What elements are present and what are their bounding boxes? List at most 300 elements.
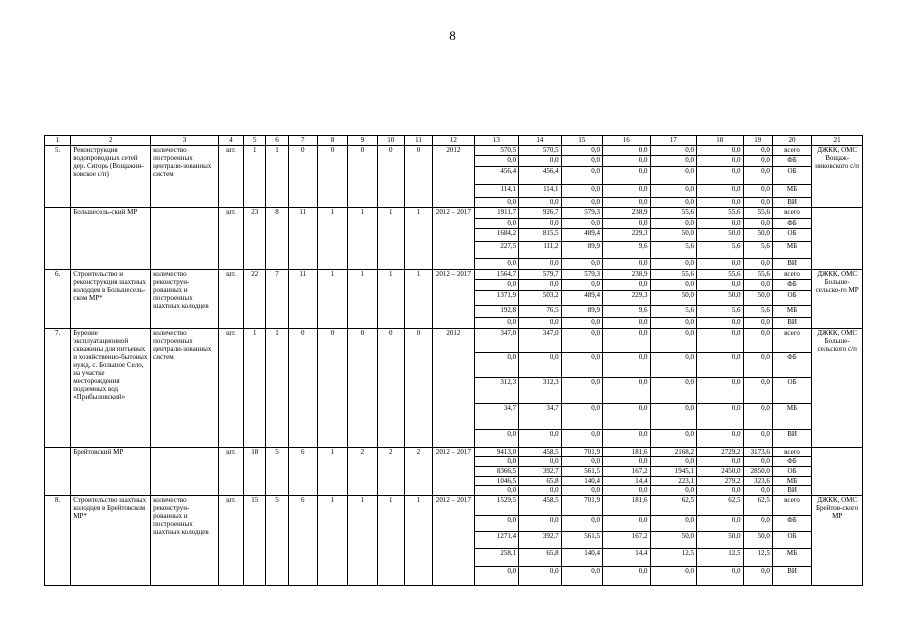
header-cell: 4 xyxy=(218,136,243,146)
amount-cell: 181,6 xyxy=(603,447,651,457)
amount-cell: 9413,0 xyxy=(474,447,518,457)
measure-name: Брейтовский МР xyxy=(71,447,151,495)
header-cell: 11 xyxy=(404,136,432,146)
amount-cell: 1271,4 xyxy=(474,531,518,548)
funding-source: МБ xyxy=(772,305,811,318)
funding-source: всего xyxy=(772,208,811,219)
amount-cell: 0,0 xyxy=(561,166,602,184)
total-count: 1 xyxy=(244,329,266,448)
amount-cell: 0,0 xyxy=(743,318,772,329)
funding-source: МБ xyxy=(772,242,811,259)
amount-cell: 0,0 xyxy=(697,486,744,496)
amount-cell: 50,0 xyxy=(743,229,772,242)
header-cell: 19 xyxy=(743,136,772,146)
funding-source: всего xyxy=(772,269,811,280)
amount-cell: 312,3 xyxy=(519,377,561,404)
amount-cell: 5,6 xyxy=(650,305,697,318)
table-row xyxy=(45,329,863,353)
amount-cell: 0,0 xyxy=(697,377,744,404)
amount-cell: 62,5 xyxy=(650,495,697,515)
amount-cell: 5,6 xyxy=(743,305,772,318)
funding-source: МБ xyxy=(772,476,811,486)
unit-cell: шт. xyxy=(218,145,243,208)
amount-cell: 456,4 xyxy=(474,166,518,184)
amount-cell: 0,0 xyxy=(697,318,744,329)
amount-cell: 347,0 xyxy=(519,329,561,353)
amount-cell: 1911,7 xyxy=(474,208,518,219)
amount-cell: 2168,2 xyxy=(650,447,697,457)
amount-cell: 0,0 xyxy=(650,404,697,429)
header-cell: 15 xyxy=(561,136,602,146)
amount-cell: 5,6 xyxy=(650,242,697,259)
amount-cell: 140,4 xyxy=(561,548,602,566)
header-cell: 13 xyxy=(474,136,518,146)
amount-cell: 0,0 xyxy=(650,280,697,291)
header-row xyxy=(45,136,863,146)
amount-cell: 1945,1 xyxy=(650,467,697,477)
row-number xyxy=(45,208,71,270)
amount-cell: 0,0 xyxy=(650,515,697,531)
amount-cell: 0,0 xyxy=(743,197,772,208)
amount-cell: 0,0 xyxy=(743,377,772,404)
amount-cell: 279,2 xyxy=(697,476,744,486)
count-2015: 1 xyxy=(348,495,377,585)
header-cell: 2 xyxy=(71,136,151,146)
amount-cell: 229,3 xyxy=(603,290,651,305)
amount-cell: 0,0 xyxy=(474,218,518,229)
amount-cell: 2850,0 xyxy=(743,467,772,477)
amount-cell: 392,7 xyxy=(519,467,561,477)
amount-cell: 0,0 xyxy=(474,353,518,377)
amount-cell: 1684,2 xyxy=(474,229,518,242)
amount-cell: 0,0 xyxy=(650,486,697,496)
amount-cell: 561,5 xyxy=(561,531,602,548)
table-row xyxy=(45,208,863,219)
amount-cell: 0,0 xyxy=(650,156,697,167)
amount-cell: 0,0 xyxy=(603,329,651,353)
period-cell: 2012 xyxy=(433,329,474,448)
amount-cell: 192,8 xyxy=(474,305,518,318)
total-count: 23 xyxy=(244,208,266,270)
amount-cell: 1046,5 xyxy=(474,476,518,486)
count-2014: 1 xyxy=(317,447,347,495)
amount-cell: 0,0 xyxy=(603,377,651,404)
amount-cell: 0,0 xyxy=(650,259,697,270)
amount-cell: 0,0 xyxy=(603,145,651,156)
amount-cell: 0,0 xyxy=(603,353,651,377)
count-2013: 0 xyxy=(288,145,317,208)
amount-cell: 0,0 xyxy=(697,429,744,447)
measure-name: Реконструкция водопроводных сетей дер. Сигорь (Вощажни-ковское с/п) xyxy=(71,145,151,208)
count-2013: 11 xyxy=(288,208,317,270)
amount-cell: 50,0 xyxy=(697,290,744,305)
row-number xyxy=(45,447,71,495)
amount-cell: 323,6 xyxy=(743,476,772,486)
amount-cell: 0,0 xyxy=(650,184,697,197)
amount-cell: 0,0 xyxy=(474,259,518,270)
amount-cell: 14,4 xyxy=(603,548,651,566)
funding-source: ВИ xyxy=(772,197,811,208)
amount-cell: 62,5 xyxy=(697,495,744,515)
amount-cell: 456,4 xyxy=(519,166,561,184)
amount-cell: 0,0 xyxy=(650,218,697,229)
amount-cell: 0,0 xyxy=(697,166,744,184)
amount-cell: 1371,9 xyxy=(474,290,518,305)
program-table xyxy=(44,135,863,586)
count-2017: 1 xyxy=(404,495,432,585)
amount-cell: 2729,2 xyxy=(697,447,744,457)
funding-source: ФБ xyxy=(772,515,811,531)
amount-cell: 0,0 xyxy=(519,486,561,496)
amount-cell: 0,0 xyxy=(561,429,602,447)
amount-cell: 0,0 xyxy=(743,145,772,156)
amount-cell: 238,9 xyxy=(603,208,651,219)
amount-cell: 0,0 xyxy=(561,156,602,167)
amount-cell: 50,0 xyxy=(697,531,744,548)
indicator-name: количество реконструи-рованных и построенных шахтных колодцев xyxy=(151,495,219,585)
amount-cell: 701,9 xyxy=(561,447,602,457)
indicator-name: количество построенных централи-зованных систем xyxy=(151,329,219,448)
amount-cell: 258,1 xyxy=(474,548,518,566)
total-count: 22 xyxy=(244,269,266,328)
amount-cell: 0,0 xyxy=(743,457,772,467)
amount-cell: 0,0 xyxy=(561,457,602,467)
unit-cell: шт. xyxy=(218,269,243,328)
count-2012: 5 xyxy=(266,495,288,585)
period-cell: 2012 – 2017 xyxy=(433,208,474,270)
amount-cell: 55,6 xyxy=(743,208,772,219)
amount-cell: 50,0 xyxy=(650,290,697,305)
indicator-name: количество построенных централи-зованных систем xyxy=(151,145,219,208)
amount-cell: 167,2 xyxy=(603,467,651,477)
header-cell: 16 xyxy=(603,136,651,146)
amount-cell: 76,5 xyxy=(519,305,561,318)
amount-cell: 0,0 xyxy=(697,156,744,167)
funding-source: всего xyxy=(772,329,811,353)
amount-cell: 570,5 xyxy=(519,145,561,156)
funding-source: всего xyxy=(772,495,811,515)
amount-cell: 0,0 xyxy=(697,145,744,156)
executor-cell: ДЖКК, ОМС Брейтов-ского МР xyxy=(812,495,863,585)
amount-cell: 0,0 xyxy=(603,404,651,429)
count-2016: 1 xyxy=(377,269,404,328)
row-number: 6. xyxy=(45,269,71,328)
amount-cell: 5,6 xyxy=(697,242,744,259)
count-2012: 8 xyxy=(266,208,288,270)
amount-cell: 458,5 xyxy=(519,495,561,515)
count-2017: 0 xyxy=(404,145,432,208)
funding-source: ВИ xyxy=(772,486,811,496)
amount-cell: 229,3 xyxy=(603,229,651,242)
amount-cell: 0,0 xyxy=(743,218,772,229)
unit-cell: шт. xyxy=(218,447,243,495)
amount-cell: 89,9 xyxy=(561,305,602,318)
row-number: 7. xyxy=(45,329,71,448)
count-2016: 1 xyxy=(377,495,404,585)
amount-cell: 5,6 xyxy=(697,305,744,318)
amount-cell: 561,5 xyxy=(561,467,602,477)
amount-cell: 34,7 xyxy=(519,404,561,429)
amount-cell: 0,0 xyxy=(697,353,744,377)
amount-cell: 0,0 xyxy=(561,515,602,531)
amount-cell: 0,0 xyxy=(603,486,651,496)
amount-cell: 0,0 xyxy=(650,429,697,447)
amount-cell: 0,0 xyxy=(603,429,651,447)
amount-cell: 0,0 xyxy=(474,280,518,291)
amount-cell: 14,4 xyxy=(603,476,651,486)
header-cell: 3 xyxy=(151,136,219,146)
amount-cell: 0,0 xyxy=(697,515,744,531)
header-cell: 9 xyxy=(348,136,377,146)
count-2016: 0 xyxy=(377,329,404,448)
amount-cell: 12,5 xyxy=(697,548,744,566)
amount-cell: 167,2 xyxy=(603,531,651,548)
funding-source: ФБ xyxy=(772,156,811,167)
amount-cell: 0,0 xyxy=(603,184,651,197)
funding-source: всего xyxy=(772,145,811,156)
indicator-name xyxy=(151,447,219,495)
amount-cell: 0,0 xyxy=(650,377,697,404)
table-row xyxy=(45,145,863,156)
measure-name: Строительство шахтных колодцев в Брейтовском МР* xyxy=(71,495,151,585)
amount-cell: 12,5 xyxy=(650,548,697,566)
amount-cell: 312,3 xyxy=(474,377,518,404)
unit-cell: шт. xyxy=(218,329,243,448)
amount-cell: 0,0 xyxy=(743,353,772,377)
amount-cell: 0,0 xyxy=(603,515,651,531)
amount-cell: 50,0 xyxy=(697,229,744,242)
amount-cell: 65,8 xyxy=(519,476,561,486)
amount-cell: 62,5 xyxy=(743,495,772,515)
header-cell: 5 xyxy=(244,136,266,146)
count-2014: 1 xyxy=(317,495,347,585)
amount-cell: 0,0 xyxy=(743,259,772,270)
amount-cell: 55,6 xyxy=(650,269,697,280)
amount-cell: 0,0 xyxy=(743,486,772,496)
amount-cell: 0,0 xyxy=(561,404,602,429)
measure-name: Бурение эксплуатационной скважины для питьевых и хозяйственно-бытовых нужд, с. Большое Село, на участке месторождения подземных вод «Прибыловский» xyxy=(71,329,151,448)
amount-cell: 570,5 xyxy=(474,145,518,156)
amount-cell: 0,0 xyxy=(603,156,651,167)
period-cell: 2012 xyxy=(433,145,474,208)
funding-source: ВИ xyxy=(772,259,811,270)
header-cell: 14 xyxy=(519,136,561,146)
amount-cell: 0,0 xyxy=(650,457,697,467)
header-cell: 1 xyxy=(45,136,71,146)
amount-cell: 0,0 xyxy=(650,318,697,329)
funding-source: ОБ xyxy=(772,531,811,548)
amount-cell: 0,0 xyxy=(474,156,518,167)
indicator-name: количество реконструи-рованных и построенных шахтных колодцев xyxy=(151,269,219,328)
amount-cell: 0,0 xyxy=(474,197,518,208)
funding-source: ОБ xyxy=(772,229,811,242)
row-number: 8. xyxy=(45,495,71,585)
period-cell: 2012 – 2017 xyxy=(433,269,474,328)
funding-source: ОБ xyxy=(772,377,811,404)
unit-cell: шт. xyxy=(218,495,243,585)
total-count: 1 xyxy=(244,145,266,208)
amount-cell: 0,0 xyxy=(743,329,772,353)
count-2012: 5 xyxy=(266,447,288,495)
amount-cell: 0,0 xyxy=(603,197,651,208)
count-2017: 0 xyxy=(404,329,432,448)
count-2016: 1 xyxy=(377,208,404,270)
funding-source: ОБ xyxy=(772,166,811,184)
amount-cell: 65,8 xyxy=(519,548,561,566)
amount-cell: 0,0 xyxy=(561,280,602,291)
row-number: 5. xyxy=(45,145,71,208)
amount-cell: 50,0 xyxy=(650,531,697,548)
amount-cell: 114,1 xyxy=(474,184,518,197)
funding-source: ВИ xyxy=(772,318,811,329)
funding-source: ВИ xyxy=(772,566,811,585)
funding-source: ОБ xyxy=(772,467,811,477)
amount-cell: 0,0 xyxy=(743,156,772,167)
count-2013: 0 xyxy=(288,329,317,448)
amount-cell: 55,6 xyxy=(743,269,772,280)
funding-source: ФБ xyxy=(772,457,811,467)
count-2017: 1 xyxy=(404,208,432,270)
count-2015: 0 xyxy=(348,329,377,448)
amount-cell: 0,0 xyxy=(650,166,697,184)
amount-cell: 0,0 xyxy=(519,429,561,447)
total-count: 15 xyxy=(244,495,266,585)
amount-cell: 111,2 xyxy=(519,242,561,259)
executor-cell xyxy=(812,208,863,270)
amount-cell: 9,6 xyxy=(603,305,651,318)
executor-cell: ДЖКК, ОМС Вощаж-никовского с/п xyxy=(812,145,863,208)
amount-cell: 701,9 xyxy=(561,495,602,515)
amount-cell: 0,0 xyxy=(697,404,744,429)
amount-cell: 0,0 xyxy=(561,566,602,585)
amount-cell: 3173,6 xyxy=(743,447,772,457)
amount-cell: 0,0 xyxy=(519,259,561,270)
measure-name: Строительство и реконструкция шахтных колодцев в Большесель-ском МР* xyxy=(71,269,151,328)
header-cell: 18 xyxy=(697,136,744,146)
amount-cell: 0,0 xyxy=(603,218,651,229)
amount-cell: 0,0 xyxy=(743,184,772,197)
measure-name: Большесель-ский МР xyxy=(71,208,151,270)
count-2013: 6 xyxy=(288,447,317,495)
amount-cell: 0,0 xyxy=(603,280,651,291)
amount-cell: 489,4 xyxy=(561,229,602,242)
amount-cell: 347,0 xyxy=(474,329,518,353)
amount-cell: 0,0 xyxy=(561,353,602,377)
amount-cell: 579,3 xyxy=(561,269,602,280)
count-2012: 1 xyxy=(266,145,288,208)
amount-cell: 0,0 xyxy=(474,457,518,467)
amount-cell: 1529,5 xyxy=(474,495,518,515)
unit-cell: шт. xyxy=(218,208,243,270)
header-cell: 8 xyxy=(317,136,347,146)
amount-cell: 0,0 xyxy=(697,259,744,270)
count-2015: 2 xyxy=(348,447,377,495)
amount-cell: 0,0 xyxy=(519,353,561,377)
amount-cell: 0,0 xyxy=(743,566,772,585)
amount-cell: 0,0 xyxy=(561,184,602,197)
amount-cell: 140,4 xyxy=(561,476,602,486)
amount-cell: 0,0 xyxy=(603,259,651,270)
count-2012: 7 xyxy=(266,269,288,328)
amount-cell: 227,5 xyxy=(474,242,518,259)
count-2015: 1 xyxy=(348,208,377,270)
count-2014: 0 xyxy=(317,145,347,208)
amount-cell: 503,2 xyxy=(519,290,561,305)
amount-cell: 9,6 xyxy=(603,242,651,259)
amount-cell: 89,9 xyxy=(561,242,602,259)
funding-source: всего xyxy=(772,447,811,457)
amount-cell: 0,0 xyxy=(561,259,602,270)
amount-cell: 50,0 xyxy=(743,290,772,305)
amount-cell: 34,7 xyxy=(474,404,518,429)
count-2016: 2 xyxy=(377,447,404,495)
count-2017: 2 xyxy=(404,447,432,495)
amount-cell: 0,0 xyxy=(650,197,697,208)
executor-cell: ДЖКК, ОМС Больше-сельско-го МР xyxy=(812,269,863,328)
amount-cell: 0,0 xyxy=(561,197,602,208)
amount-cell: 181,6 xyxy=(603,495,651,515)
amount-cell: 55,6 xyxy=(697,208,744,219)
amount-cell: 0,0 xyxy=(697,184,744,197)
amount-cell: 0,0 xyxy=(474,486,518,496)
indicator-name xyxy=(151,208,219,270)
amount-cell: 0,0 xyxy=(519,218,561,229)
amount-cell: 0,0 xyxy=(561,329,602,353)
total-count: 18 xyxy=(244,447,266,495)
funding-source: ФБ xyxy=(772,353,811,377)
amount-cell: 0,0 xyxy=(561,145,602,156)
count-2014: 0 xyxy=(317,329,347,448)
amount-cell: 2450,0 xyxy=(697,467,744,477)
amount-cell: 0,0 xyxy=(603,318,651,329)
count-2017: 1 xyxy=(404,269,432,328)
header-cell: 10 xyxy=(377,136,404,146)
amount-cell: 0,0 xyxy=(474,515,518,531)
count-2013: 6 xyxy=(288,495,317,585)
amount-cell: 926,7 xyxy=(519,208,561,219)
funding-source: МБ xyxy=(772,404,811,429)
count-2014: 1 xyxy=(317,269,347,328)
amount-cell: 0,0 xyxy=(697,197,744,208)
amount-cell: 0,0 xyxy=(603,166,651,184)
funding-source: ФБ xyxy=(772,218,811,229)
amount-cell: 0,0 xyxy=(519,318,561,329)
header-cell: 21 xyxy=(812,136,863,146)
amount-cell: 12,5 xyxy=(743,548,772,566)
count-2016: 0 xyxy=(377,145,404,208)
amount-cell: 0,0 xyxy=(561,218,602,229)
amount-cell: 55,6 xyxy=(650,208,697,219)
amount-cell: 0,0 xyxy=(561,486,602,496)
funding-source: ВИ xyxy=(772,429,811,447)
funding-source: МБ xyxy=(772,548,811,566)
amount-cell: 0,0 xyxy=(519,197,561,208)
amount-cell: 0,0 xyxy=(743,166,772,184)
amount-cell: 223,1 xyxy=(650,476,697,486)
amount-cell: 0,0 xyxy=(697,329,744,353)
period-cell: 2012 – 2017 xyxy=(433,447,474,495)
table-row xyxy=(45,447,863,457)
amount-cell: 0,0 xyxy=(697,457,744,467)
amount-cell: 114,1 xyxy=(519,184,561,197)
amount-cell: 0,0 xyxy=(697,280,744,291)
header-cell: 17 xyxy=(650,136,697,146)
amount-cell: 0,0 xyxy=(519,280,561,291)
amount-cell: 579,3 xyxy=(561,208,602,219)
amount-cell: 489,4 xyxy=(561,290,602,305)
count-2013: 11 xyxy=(288,269,317,328)
count-2015: 0 xyxy=(348,145,377,208)
